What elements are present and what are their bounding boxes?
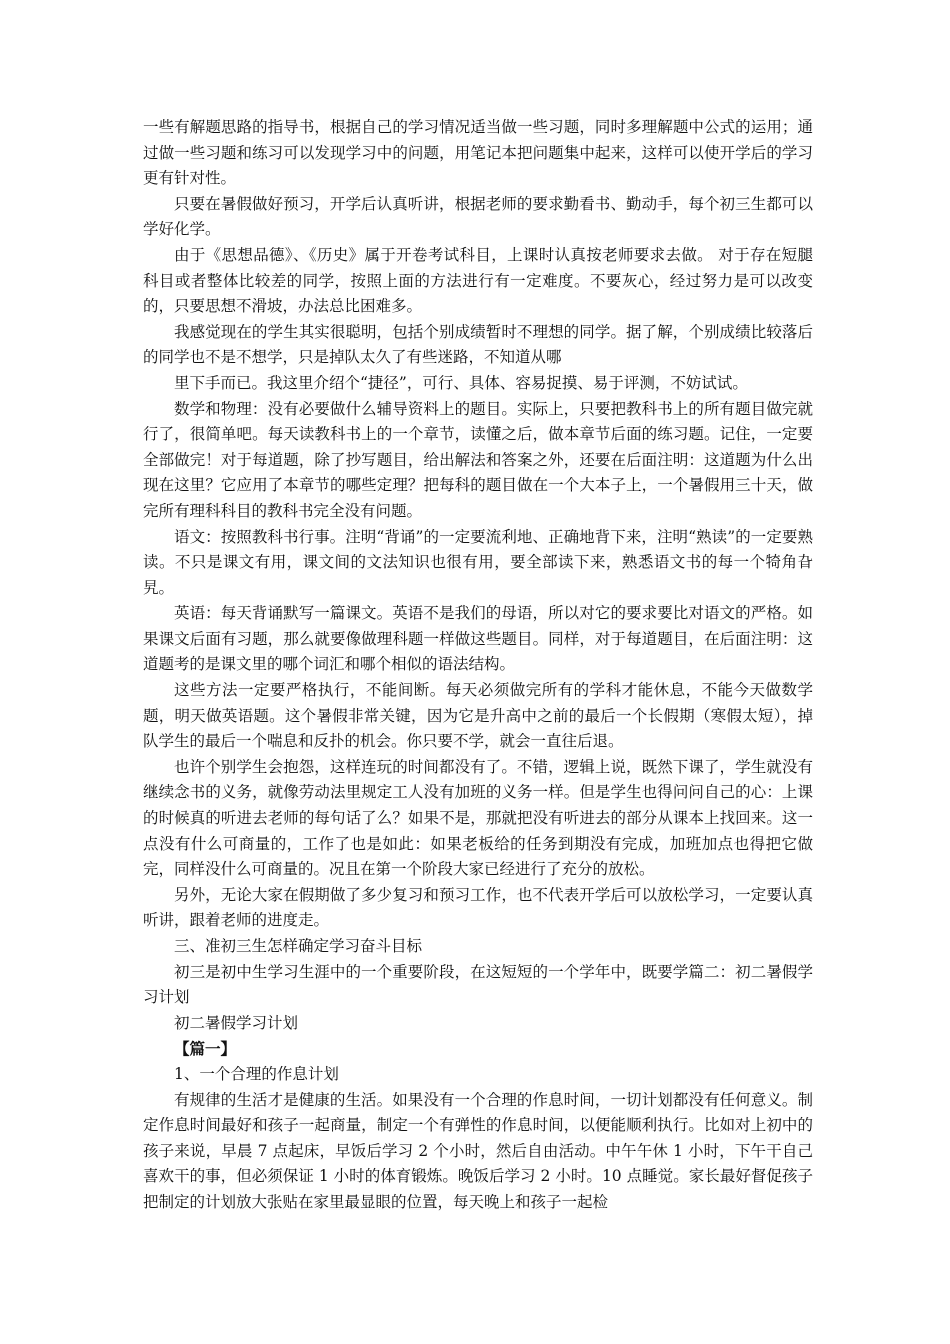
- document-body: [143, 115, 813, 1216]
- paragraph-english: 英语：每天背诵默写一篇课文。英语不是我们的母语，所以对它的要求要比对语文的严格。如果课文后面有习题，那么就要像做理科题一样做这些题目。同样，对于每道题目，在后面注明：这道题考的是课文里的哪个词汇和哪个相似的语法结构。: [143, 604, 813, 674]
- paragraph: 我感觉现在的学生其实很聪明，包括个别成绩暂时不理想的同学。据了解，个别成绩比较落后的同学也不是不想学，只是掉队太久了有些迷路，不知道从哪: [143, 322, 813, 367]
- paragraph: 初三是初中生学习生涯中的一个重要阶段，在这短短的一个学年中，既要学篇二：初二暑假学习计划: [143, 962, 813, 1007]
- section-heading: 三、准初三生怎样确定学习奋斗目标: [174, 937, 423, 955]
- paragraph: 另外，无论大家在假期做了多少复习和预习工作，也不代表开学后可以放松学习，一定要认真听讲，跟着老师的进度走。: [143, 885, 813, 930]
- paragraph: 也许个别学生会抱怨，这样连玩的时间都没有了。不错，逻辑上说，既然下课了，学生就没有继续念书的义务，就像劳动法里规定工人没有加班的义务一样。但是学生也得问问自己的心：上课的时候真的听进去老师的每句话了么？如果不是，那就把没有听进去的部分从课本上找回来。这一点没有什么可商量的，工作了也是如此：如果老板给的任务到期没有完成，加班加点也得把它做完，同样没什么可商量的。况且在第一个阶段大家已经进行了充分的放松。: [143, 757, 813, 879]
- paragraph: 一些有解题思路的指导书，根据自己的学习情况适当做一些习题，同时多理解题中公式的运用；通过做一些习题和练习可以发现学习中的问题，用笔记本把问题集中起来，这样可以使开学后的学习更有针对性。: [143, 118, 813, 188]
- paragraph: 里下手而已。我这里介绍个“捷径”，可行、具体、容易捉摸、易于评测，不妨试试。: [174, 373, 748, 392]
- document-title: 初二暑假学习计划: [174, 1013, 299, 1032]
- paragraph: 由于《思想品德》、《历史》属于开卷考试科目，上课时认真按老师要求去做。 对于存在短腿科目或者整体比较差的同学，按照上面的方法进行有一定难度。不要灰心，经过努力是可以改变的，只要思想不滑坡，办法总比困难多。: [143, 245, 813, 316]
- paragraph-chinese: 语文：按照教科书行事。注明“背诵”的一定要流利地、正确地背下来，注明“熟读”的一定要熟读。不只是课文有用，课文间的文法知识也很有用，要全部读下来，熟悉语文书的每一个犄角旮旯。: [143, 527, 813, 597]
- paragraph-schedule: 有规律的生活才是健康的生活。如果没有一个合理的作息时间，一切计划都没有任何意义。制定作息时间最好和孩子一起商量，制定一个有弹性的作息时间，以便能顺利执行。比如对上初中的孩子来说，早晨 7 点起床，早饭后学习 2 个小时，然后自由活动。中午午休 1 小时，下午干自己喜欢干的事，但必须保证 1 小时的体育锻炼。晚饭后学习 2 小时。10 点睡觉。家长最好督促孩子把制定的计划放大张贴在家里最显眼的位置，每天晚上和孩子一起检: [143, 1090, 813, 1211]
- paragraph: 只要在暑假做好预习，开学后认真听讲，根据老师的要求勤看书、勤动手，每个初三生都可以学好化学。: [143, 194, 813, 239]
- part-heading: 【篇一】: [174, 1039, 237, 1059]
- paragraph: 这些方法一定要严格执行，不能间断。每天必须做完所有的学科才能休息，不能今天做数学题，明天做英语题。这个暑假非常关键，因为它是升高中之前的最后一个长假期（寒假太短），掉队学生的最后一个喘息和反扑的机会。你只要不学，就会一直往后退。: [143, 681, 813, 751]
- paragraph-math-physics: 数学和物理：没有必要做什么辅导资料上的题目。实际上，只要把教科书上的所有题目做完就行了，很简单吧。每天读教科书上的一个章节，读懂之后，做本章节后面的练习题。记住，一定要全部做完！对于每道题，除了抄写题目，给出解法和答案之外，还要在后面注明：这道题为什么出现在这里？它应用了本章节的哪些定理？把每科的题目做在一个大本子上，一个暑假用三十天，做完所有理科科目的教科书完全没有问题。: [143, 399, 813, 520]
- subsection-heading: 1、一个合理的作息计划: [174, 1064, 339, 1083]
